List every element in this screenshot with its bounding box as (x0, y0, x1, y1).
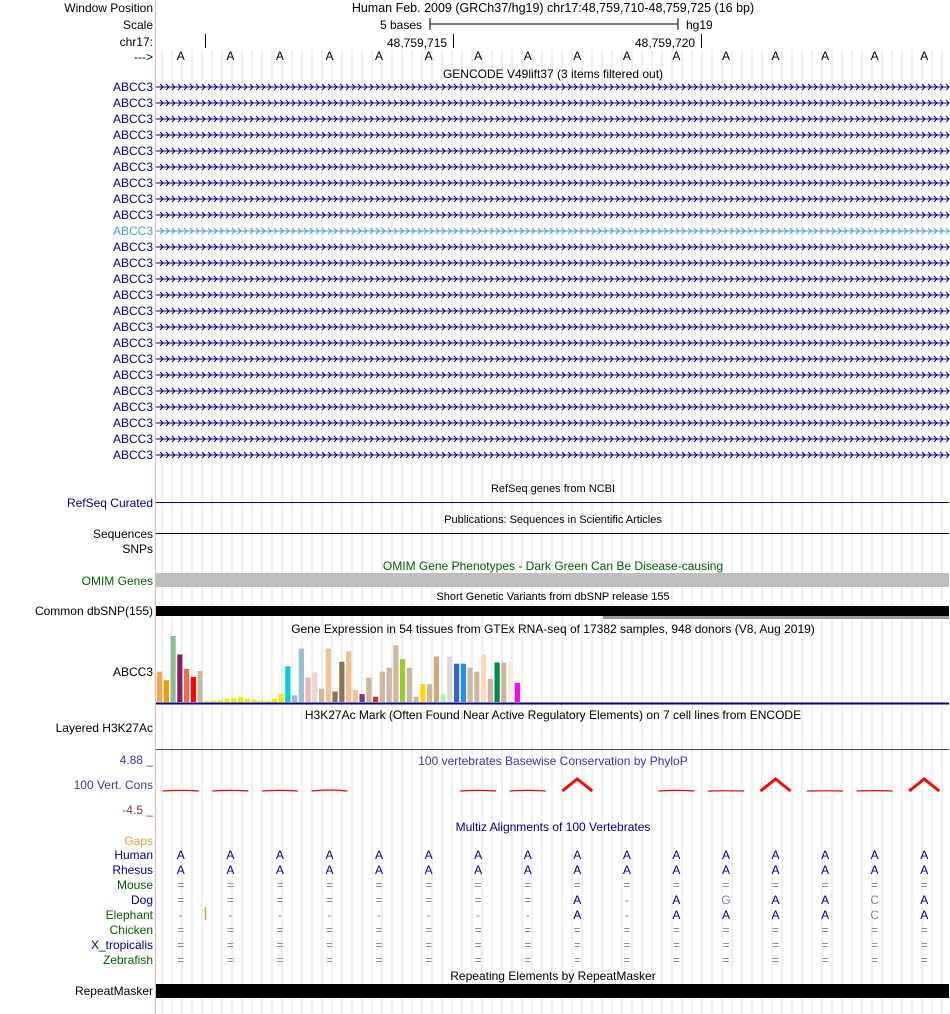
aligned-base: A (672, 893, 681, 907)
publications-track-title: Publications: Sequences in Scientific Articles (444, 514, 662, 526)
phylop-dip (460, 790, 496, 791)
aligned-base: A (920, 848, 929, 862)
aligned-base: A (821, 848, 830, 862)
gtex-bar (279, 694, 284, 702)
aligned-base: A (721, 848, 730, 862)
aligned-base: - (426, 908, 431, 922)
phylop-dip (163, 790, 199, 791)
aligned-base: C (870, 893, 879, 907)
aligned-base: - (327, 908, 332, 922)
aligned-base: - (277, 908, 282, 922)
gencode-gene-label[interactable]: ABCC3 (112, 240, 153, 254)
scale-db: hg19 (686, 18, 713, 32)
gtex-bar (387, 668, 392, 702)
gencode-gene-label[interactable]: ABCC3 (112, 384, 153, 398)
gencode-gene-label[interactable]: ABCC3 (112, 400, 153, 414)
gtex-bar (333, 691, 338, 702)
gtex-bar (204, 701, 209, 702)
aligned-base: = (325, 923, 333, 937)
aligned-base: - (228, 908, 233, 922)
aligned-base: = (623, 878, 631, 892)
gtex-bar (231, 698, 236, 702)
aligned-base: A (474, 848, 483, 862)
base-letter: A (176, 49, 185, 63)
species-label: Mouse (116, 878, 153, 892)
gencode-gene-label[interactable]: ABCC3 (112, 80, 153, 94)
aligned-base: = (177, 938, 185, 952)
chrom-label: chr17: (119, 35, 153, 49)
coord-label-2: 48,759,720 (635, 36, 696, 50)
aligned-base: = (177, 953, 185, 967)
gencode-gene-label[interactable]: ABCC3 (112, 320, 153, 334)
coord-label-1: 48,759,715 (387, 36, 448, 50)
aligned-base: A (375, 848, 384, 862)
repeatmasker-track-label[interactable]: RepeatMasker (74, 984, 153, 998)
gencode-gene-label[interactable]: ABCC3 (112, 144, 153, 158)
gencode-gene-label[interactable]: ABCC3 (112, 112, 153, 126)
gtex-bar (441, 694, 446, 702)
gtex-bar (326, 649, 331, 702)
gtex-bar (427, 684, 432, 702)
aligned-base: G (721, 893, 731, 907)
aligned-base: = (276, 938, 284, 952)
omim-bar (156, 573, 949, 587)
refseq-track-title: RefSeq genes from NCBI (490, 483, 616, 495)
species-label: Human (114, 848, 153, 862)
aligned-base: = (821, 878, 829, 892)
gencode-gene-label[interactable]: ABCC3 (112, 272, 153, 286)
scale-label: Scale (122, 18, 153, 32)
aligned-base: = (821, 953, 829, 967)
base-letter: A (424, 49, 433, 63)
phylop-dip (212, 790, 248, 791)
aligned-base: A (573, 848, 582, 862)
gtex-bar (339, 662, 344, 702)
aligned-base: = (871, 938, 879, 952)
gtex-bar (380, 672, 385, 702)
aligned-base: A (176, 848, 185, 862)
aligned-base: = (623, 923, 631, 937)
h3k27ac-track-label[interactable]: Layered H3K27Ac (55, 721, 153, 735)
aligned-base: = (573, 923, 581, 937)
aligned-base: A (424, 863, 433, 877)
gtex-bar (306, 678, 311, 702)
base-letter: A (474, 49, 483, 63)
refseq-track-label[interactable]: RefSeq Curated (66, 496, 153, 510)
gtex-bar (393, 645, 398, 702)
species-label: Chicken (109, 923, 153, 937)
gencode-gene-label[interactable]: ABCC3 (112, 256, 153, 270)
base-letter: A (721, 49, 730, 63)
gtex-bar (346, 651, 351, 702)
gencode-gene-label[interactable]: ABCC3 (112, 432, 153, 446)
gtex-bar (265, 701, 270, 702)
aligned-base: = (425, 938, 433, 952)
aligned-base: = (573, 878, 581, 892)
aligned-base: = (821, 923, 829, 937)
aligned-base: A (275, 863, 284, 877)
aligned-base: = (524, 923, 532, 937)
gtex-bar (299, 649, 304, 702)
aligned-base: = (524, 878, 532, 892)
gtex-track-label[interactable]: ABCC3 (112, 665, 153, 679)
aligned-base: = (623, 938, 631, 952)
gencode-gene-label[interactable]: ABCC3 (112, 288, 153, 302)
aligned-base: = (177, 923, 185, 937)
aligned-base: = (375, 953, 383, 967)
gtex-bar (515, 683, 520, 702)
gtex-bar (481, 654, 486, 702)
species-label: Zebrafish (102, 953, 153, 967)
aligned-base: = (871, 923, 879, 937)
gencode-gene-label[interactable]: ABCC3 (112, 352, 153, 366)
aligned-base: = (573, 938, 581, 952)
phylop-peak (909, 779, 939, 791)
aligned-base: A (771, 863, 780, 877)
aligned-base: = (276, 953, 284, 967)
base-letter: A (226, 49, 235, 63)
aligned-base: = (524, 938, 532, 952)
aligned-base: = (226, 923, 234, 937)
gencode-gene-label[interactable]: ABCC3 (112, 336, 153, 350)
phylop-max-label: 4.88 _ (119, 753, 153, 767)
gtex-bar (238, 697, 243, 702)
aligned-base: = (920, 923, 928, 937)
gtex-track-title: Gene Expression in 54 tissues from GTEx RNA-seq of 17382 samples, 948 donors (V8, Aug 2019) (291, 622, 815, 636)
base-letter: A (325, 49, 334, 63)
aligned-base: = (276, 878, 284, 892)
omim-track-label[interactable]: OMIM Genes (81, 574, 153, 588)
aligned-base: A (672, 908, 681, 922)
gtex-bar (272, 699, 277, 702)
gencode-gene-label[interactable]: ABCC3 (112, 224, 153, 238)
aligned-base: = (226, 893, 234, 907)
aligned-base: - (476, 908, 481, 922)
aligned-base: = (672, 938, 680, 952)
aligned-base: = (623, 953, 631, 967)
aligned-base: = (772, 938, 780, 952)
repeatmasker-track-title: Repeating Elements by RepeatMasker (450, 969, 656, 983)
gtex-bar (468, 668, 473, 702)
gtex-bar (198, 671, 203, 702)
base-letter: A (375, 49, 384, 63)
aligned-base: = (772, 953, 780, 967)
omim-track-title: OMIM Gene Phenotypes - Dark Green Can Be Disease-causing (382, 559, 724, 573)
base-letter: A (622, 49, 631, 63)
aligned-base: = (177, 893, 185, 907)
aligned-base: = (226, 938, 234, 952)
aligned-base: A (721, 908, 730, 922)
phylop-track-label[interactable]: 100 Vert. Cons (73, 778, 153, 792)
aligned-base: A (474, 863, 483, 877)
species-label: Dog (130, 893, 153, 907)
aligned-base: A (821, 893, 830, 907)
aligned-base: A (275, 848, 284, 862)
assembly-position: Human Feb. 2009 (GRCh37/hg19) chr17:48,759,710-48,759,725 (16 bp) (351, 1, 755, 15)
aligned-base: A (573, 863, 582, 877)
aligned-base: = (871, 953, 879, 967)
aligned-base: = (573, 953, 581, 967)
species-label: Rhesus (112, 863, 153, 877)
gtex-bar (191, 677, 196, 702)
gtex-bar (373, 697, 378, 702)
aligned-base: = (177, 878, 185, 892)
gtex-bar (434, 656, 439, 702)
dbsnp-bar (156, 606, 949, 616)
aligned-base: A (622, 863, 631, 877)
aligned-base: = (375, 893, 383, 907)
species-label: Elephant (105, 908, 153, 922)
aligned-base: A (771, 893, 780, 907)
phylop-dip (510, 790, 546, 791)
aligned-base: A (325, 848, 334, 862)
gtex-bar (454, 664, 459, 702)
aligned-base: = (722, 938, 730, 952)
gencode-gene-label[interactable]: ABCC3 (112, 208, 153, 222)
aligned-base: A (424, 848, 433, 862)
scale-bar-text: 5 bases (380, 18, 423, 32)
aligned-base: = (920, 878, 928, 892)
base-letter: A (523, 49, 532, 63)
gtex-bar (319, 689, 324, 702)
aligned-base: = (772, 923, 780, 937)
base-letter: A (870, 49, 879, 63)
gtex-bar (225, 699, 230, 702)
aligned-base: = (474, 878, 482, 892)
aligned-base: = (425, 953, 433, 967)
gencode-gene-label[interactable]: ABCC3 (112, 416, 153, 430)
aligned-base: - (525, 908, 530, 922)
h3k27ac-track-title: H3K27Ac Mark (Often Found Near Active Regulatory Elements) on 7 cell lines from ENCODE (304, 708, 802, 722)
gtex-bar (157, 672, 162, 702)
aligned-base: A (672, 848, 681, 862)
aligned-base: A (870, 848, 879, 862)
gencode-gene-label[interactable]: ABCC3 (112, 176, 153, 190)
aligned-base: - (377, 908, 382, 922)
gtex-bar (252, 699, 257, 702)
dbsnp-track-title: Short Genetic Variants from dbSNP release 155 (436, 591, 670, 603)
aligned-base: A (573, 893, 582, 907)
aligned-base: = (474, 938, 482, 952)
aligned-base: - (624, 893, 629, 907)
gtex-bar (414, 697, 419, 702)
aligned-base: A (226, 863, 235, 877)
aligned-base: A (176, 863, 185, 877)
gtex-bar (164, 680, 169, 702)
aligned-base: A (920, 893, 929, 907)
window-position-label: Window Position (64, 1, 153, 15)
aligned-base: = (524, 953, 532, 967)
aligned-base: A (920, 863, 929, 877)
gtex-bar (245, 699, 250, 702)
aligned-base: A (920, 908, 929, 922)
aligned-base: = (474, 923, 482, 937)
aligned-base: A (622, 848, 631, 862)
aligned-base: A (672, 863, 681, 877)
aligned-base: = (325, 938, 333, 952)
gencode-gene-label[interactable]: ABCC3 (112, 160, 153, 174)
snps-track-label[interactable]: SNPs (122, 542, 153, 556)
aligned-base: A (771, 908, 780, 922)
aligned-base: = (276, 923, 284, 937)
gtex-bar (488, 679, 493, 702)
aligned-base: = (524, 893, 532, 907)
aligned-base: = (672, 923, 680, 937)
gtex-bar (258, 701, 263, 702)
aligned-base: = (375, 923, 383, 937)
aligned-base: = (276, 893, 284, 907)
aligned-base: = (325, 893, 333, 907)
gtex-bar (474, 672, 479, 702)
aligned-base: = (425, 923, 433, 937)
aligned-base: = (920, 953, 928, 967)
repeatmasker-bar (156, 984, 949, 998)
aligned-base: = (672, 878, 680, 892)
base-letter: A (573, 49, 582, 63)
phylop-peak (562, 779, 592, 791)
phylop-min-label: -4.5 _ (122, 803, 153, 817)
gtex-bar (501, 662, 506, 702)
gencode-gene-label[interactable]: ABCC3 (112, 448, 153, 462)
aligned-base: = (425, 878, 433, 892)
multiz-gaps-label: Gaps (124, 834, 153, 848)
dbsnp-bar-shadow (603, 616, 949, 619)
aligned-base: A (721, 863, 730, 877)
gtex-bar (400, 659, 405, 702)
gtex-bar (447, 656, 452, 702)
dbsnp-track-label[interactable]: Common dbSNP(155) (34, 604, 153, 618)
gtex-bar (508, 662, 513, 702)
gtex-bar (211, 701, 216, 702)
gtex-bar (285, 666, 290, 702)
gtex-bar (292, 695, 297, 702)
aligned-base: - (178, 908, 183, 922)
publications-track-label[interactable]: Sequences (92, 527, 153, 541)
gencode-track-title: GENCODE V49lift37 (3 items filtered out) (442, 67, 664, 81)
aligned-base: = (920, 938, 928, 952)
base-letter: A (672, 49, 681, 63)
base-letter: A (275, 49, 284, 63)
gtex-bar (420, 684, 425, 702)
gtex-bar (360, 694, 365, 702)
phylop-dip (658, 790, 694, 791)
gtex-bar (461, 664, 466, 702)
aligned-base: = (474, 953, 482, 967)
gtex-bar (177, 654, 182, 702)
gtex-bar (184, 669, 189, 702)
phylop-dip (262, 790, 298, 791)
aligned-base: = (226, 878, 234, 892)
base-letter: A (920, 49, 929, 63)
aligned-base: A (821, 863, 830, 877)
gtex-bar (353, 690, 358, 702)
phylop-peak (761, 779, 791, 791)
multiz-track-title: Multiz Alignments of 100 Vertebrates (455, 820, 651, 834)
aligned-base: = (821, 938, 829, 952)
gtex-bar (495, 662, 500, 702)
phylop-dip (311, 790, 347, 791)
aligned-base: = (672, 953, 680, 967)
aligned-base: = (375, 938, 383, 952)
aligned-base: A (821, 908, 830, 922)
aligned-base: A (523, 863, 532, 877)
strand-label: ---> (134, 50, 153, 64)
aligned-base: = (226, 953, 234, 967)
aligned-base: C (870, 908, 879, 922)
aligned-base: = (722, 923, 730, 937)
gtex-bar (366, 678, 371, 702)
aligned-base: = (325, 878, 333, 892)
gencode-gene-label[interactable]: ABCC3 (112, 96, 153, 110)
aligned-base: = (722, 953, 730, 967)
aligned-base: A (573, 908, 582, 922)
base-letter: A (771, 49, 780, 63)
gtex-bar (218, 700, 223, 702)
phylop-track-title: 100 vertebrates Basewise Conservation by PhyloP (418, 754, 688, 768)
aligned-base: A (226, 848, 235, 862)
aligned-base: = (425, 893, 433, 907)
aligned-base: = (722, 878, 730, 892)
base-letter: A (821, 49, 830, 63)
aligned-base: A (325, 863, 334, 877)
gencode-gene-label[interactable]: ABCC3 (112, 192, 153, 206)
species-label: X_tropicalis (90, 938, 153, 952)
aligned-base: = (474, 893, 482, 907)
aligned-base: = (375, 878, 383, 892)
aligned-base: A (771, 848, 780, 862)
aligned-base: A (375, 863, 384, 877)
aligned-base: - (624, 908, 629, 922)
aligned-base: = (772, 878, 780, 892)
aligned-base: = (871, 878, 879, 892)
gtex-bar (312, 672, 317, 702)
aligned-base: = (325, 953, 333, 967)
aligned-base: A (523, 848, 532, 862)
gencode-gene-label[interactable]: ABCC3 (112, 128, 153, 142)
gencode-gene-label[interactable]: ABCC3 (112, 304, 153, 318)
gtex-bar (171, 636, 176, 702)
gtex-bar (407, 668, 412, 702)
gencode-gene-label[interactable]: ABCC3 (112, 368, 153, 382)
aligned-base: A (870, 863, 879, 877)
